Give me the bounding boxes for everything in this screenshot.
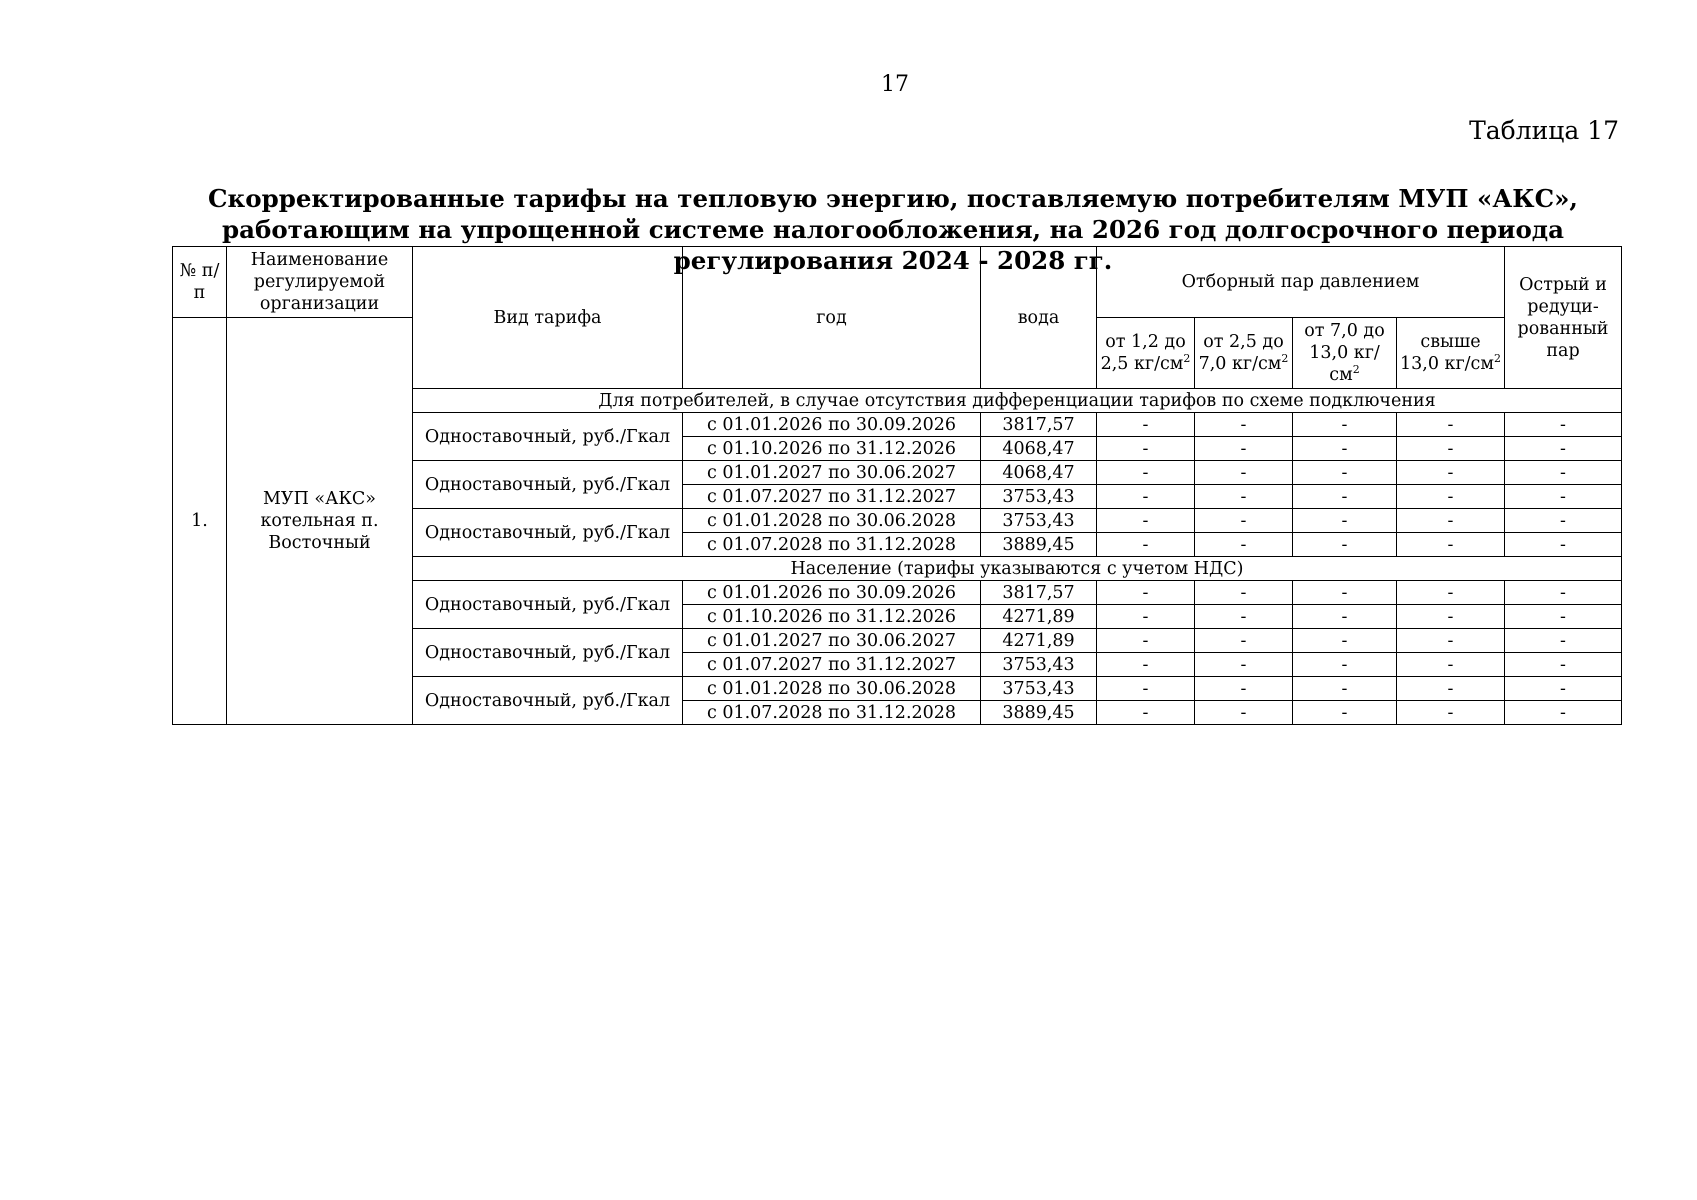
- header-num: № п/п: [173, 247, 227, 318]
- dash-cell: -: [1097, 653, 1195, 677]
- tariff-type-cell: Одноставочный, руб./Гкал: [413, 629, 683, 677]
- dash-cell: -: [1397, 533, 1505, 557]
- dash-cell: -: [1195, 437, 1293, 461]
- dash-cell: -: [1505, 461, 1622, 485]
- dash-cell: -: [1505, 485, 1622, 509]
- dash-cell: -: [1293, 437, 1397, 461]
- dash-cell: -: [1505, 533, 1622, 557]
- dash-cell: -: [1195, 485, 1293, 509]
- water-value-cell: 3753,43: [981, 509, 1097, 533]
- tariff-type-cell: Одноставочный, руб./Гкал: [413, 677, 683, 725]
- dash-cell: -: [1097, 677, 1195, 701]
- period-cell: с 01.10.2026 по 31.12.2026: [683, 605, 981, 629]
- dash-cell: -: [1293, 533, 1397, 557]
- header-steam-1: от 1,2 до 2,5 $кг/см^2$: [1097, 318, 1195, 389]
- dash-cell: -: [1505, 677, 1622, 701]
- dash-cell: -: [1293, 677, 1397, 701]
- organization-name: МУП «АКС» котельная п. Восточный: [227, 318, 413, 725]
- dash-cell: -: [1097, 509, 1195, 533]
- dash-cell: -: [1097, 629, 1195, 653]
- tariff-type-cell: Одноставочный, руб./Гкал: [413, 581, 683, 629]
- dash-cell: -: [1195, 677, 1293, 701]
- header-steam-group: Отборный пар давлением: [1097, 247, 1505, 318]
- dash-cell: -: [1505, 437, 1622, 461]
- dash-cell: -: [1195, 461, 1293, 485]
- dash-cell: -: [1293, 581, 1397, 605]
- dash-cell: -: [1293, 701, 1397, 725]
- dash-cell: -: [1293, 413, 1397, 437]
- water-value-cell: 3889,45: [981, 533, 1097, 557]
- dash-cell: -: [1397, 677, 1505, 701]
- water-value-cell: 3817,57: [981, 581, 1097, 605]
- period-cell: с 01.07.2027 по 31.12.2027: [683, 653, 981, 677]
- tariff-type-cell: Одноставочный, руб./Гкал: [413, 461, 683, 509]
- dash-cell: -: [1195, 581, 1293, 605]
- dash-cell: -: [1097, 413, 1195, 437]
- period-cell: с 01.01.2028 по 30.06.2028: [683, 677, 981, 701]
- header-org: Наименование регулируемой организации: [227, 247, 413, 318]
- dash-cell: -: [1195, 533, 1293, 557]
- water-value-cell: 3753,43: [981, 653, 1097, 677]
- dash-cell: -: [1397, 653, 1505, 677]
- dash-cell: -: [1097, 461, 1195, 485]
- dash-cell: -: [1505, 653, 1622, 677]
- dash-cell: -: [1397, 629, 1505, 653]
- dash-cell: -: [1505, 629, 1622, 653]
- dash-cell: -: [1397, 581, 1505, 605]
- dash-cell: -: [1397, 701, 1505, 725]
- period-cell: с 01.10.2026 по 31.12.2026: [683, 437, 981, 461]
- period-cell: с 01.07.2027 по 31.12.2027: [683, 485, 981, 509]
- page-number: 17: [881, 72, 909, 97]
- dash-cell: -: [1293, 461, 1397, 485]
- water-value-cell: 4271,89: [981, 629, 1097, 653]
- dash-cell: -: [1397, 413, 1505, 437]
- water-value-cell: 3817,57: [981, 413, 1097, 437]
- dash-cell: -: [1097, 701, 1195, 725]
- tariff-type-cell: Одноставочный, руб./Гкал: [413, 509, 683, 557]
- dash-cell: -: [1097, 605, 1195, 629]
- water-value-cell: 4068,47: [981, 461, 1097, 485]
- dash-cell: -: [1397, 605, 1505, 629]
- dash-cell: -: [1397, 461, 1505, 485]
- dash-cell: -: [1293, 509, 1397, 533]
- dash-cell: -: [1505, 605, 1622, 629]
- dash-cell: -: [1195, 509, 1293, 533]
- dash-cell: -: [1195, 653, 1293, 677]
- header-steam-2: от 2,5 до 7,0 $кг/см^2$: [1195, 318, 1293, 389]
- dash-cell: -: [1195, 605, 1293, 629]
- dash-cell: -: [1505, 413, 1622, 437]
- dash-cell: -: [1505, 509, 1622, 533]
- table-label: Таблица 17: [1469, 116, 1619, 145]
- water-value-cell: 3889,45: [981, 701, 1097, 725]
- header-year: год: [683, 247, 981, 389]
- row-number: 1.: [173, 318, 227, 725]
- header-row-top: [173, 247, 1622, 318]
- period-cell: с 01.07.2028 по 31.12.2028: [683, 701, 981, 725]
- section-title: Для потребителей, в случае отсутствия дифференциации тарифов по схеме подключения: [413, 389, 1622, 413]
- header-steam-3: от 7,0 до 13,0 $кг/см^2$: [1293, 318, 1397, 389]
- dash-cell: -: [1097, 581, 1195, 605]
- dash-cell: -: [1397, 509, 1505, 533]
- tariff-type-cell: Одноставочный, руб./Гкал: [413, 413, 683, 461]
- water-value-cell: 4068,47: [981, 437, 1097, 461]
- water-value-cell: 3753,43: [981, 677, 1097, 701]
- period-cell: с 01.01.2026 по 30.09.2026: [683, 413, 981, 437]
- dash-cell: -: [1293, 653, 1397, 677]
- dash-cell: -: [1293, 629, 1397, 653]
- tariff-table: [172, 246, 1622, 725]
- dash-cell: -: [1097, 437, 1195, 461]
- dash-cell: -: [1097, 533, 1195, 557]
- dash-cell: -: [1505, 581, 1622, 605]
- section-title: Население (тарифы указываются с учетом НДС): [413, 557, 1622, 581]
- period-cell: с 01.01.2027 по 30.06.2027: [683, 461, 981, 485]
- dash-cell: -: [1397, 437, 1505, 461]
- header-steam-4: свыше 13,0 $кг/см^2$: [1397, 318, 1505, 389]
- header-water: вода: [981, 247, 1097, 389]
- dash-cell: -: [1293, 485, 1397, 509]
- dash-cell: -: [1195, 629, 1293, 653]
- header-tariff-type: Вид тарифа: [413, 247, 683, 389]
- dash-cell: -: [1195, 701, 1293, 725]
- dash-cell: -: [1505, 701, 1622, 725]
- dash-cell: -: [1195, 413, 1293, 437]
- dash-cell: -: [1293, 605, 1397, 629]
- period-cell: с 01.07.2028 по 31.12.2028: [683, 533, 981, 557]
- period-cell: с 01.01.2028 по 30.06.2028: [683, 509, 981, 533]
- header-sharp-steam: Острый и редуци-рованный пар: [1505, 247, 1622, 389]
- document-title: Скорректированные тарифы на тепловую энергию, поставляемую потребителям МУП «АКС», работающим на упрощенной системе налогообложения, на 2026 год долгосрочного периода регулирования 2024 - 2028 гг.: [208, 184, 1578, 275]
- period-cell: с 01.01.2026 по 30.09.2026: [683, 581, 981, 605]
- dash-cell: -: [1097, 485, 1195, 509]
- water-value-cell: 4271,89: [981, 605, 1097, 629]
- dash-cell: -: [1397, 485, 1505, 509]
- period-cell: с 01.01.2027 по 30.06.2027: [683, 629, 981, 653]
- water-value-cell: 3753,43: [981, 485, 1097, 509]
